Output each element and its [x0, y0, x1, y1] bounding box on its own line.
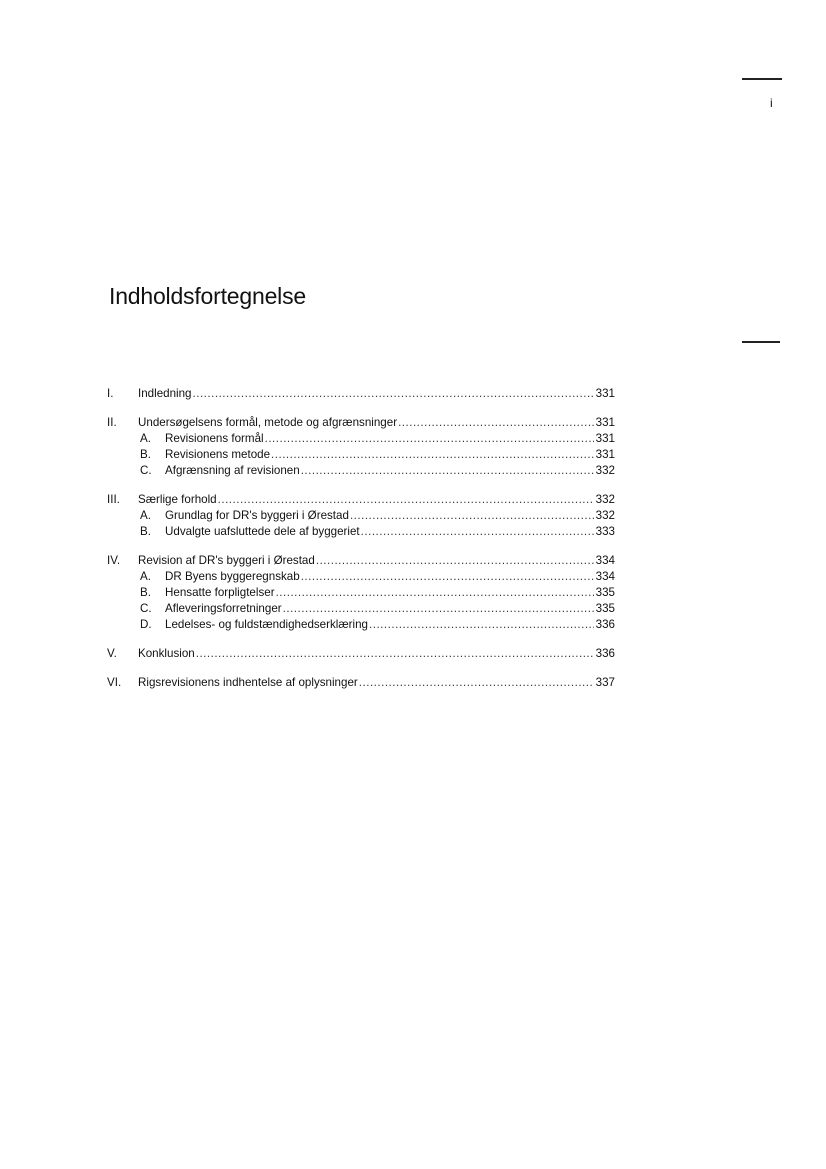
margin-mark-top	[742, 78, 782, 80]
toc-entry-label: Undersøgelsens formål, metode og afgrænsninger	[138, 416, 398, 429]
toc-entry-label: Særlige forhold	[138, 493, 217, 506]
toc-subentry-letter: B.	[140, 525, 151, 538]
toc-section-2	[107, 415, 615, 479]
toc-subentry-letter: C.	[140, 464, 152, 477]
dot-leader	[361, 524, 594, 540]
toc-subentry-page: 331	[595, 448, 615, 461]
toc-entry[interactable]	[107, 553, 615, 569]
dot-leader	[369, 617, 594, 633]
margin-mark-middle	[742, 341, 780, 343]
dot-leader	[283, 601, 594, 617]
toc-subentry-label: DR Byens byggeregnskab	[165, 570, 300, 583]
dot-leader	[193, 386, 594, 402]
toc-entry-page: 337	[595, 676, 615, 689]
toc-subentry[interactable]	[107, 431, 615, 447]
toc-subentry-label: Revisionens metode	[165, 448, 271, 461]
toc-entry-label: Konklusion	[138, 647, 195, 660]
toc-subentry-label: Udvalgte uafsluttede dele af byggeriet	[165, 525, 360, 538]
toc-subentry-label: Ledelses- og fuldstændighedserklæring	[165, 618, 369, 631]
toc-section-5	[107, 646, 615, 662]
dot-leader	[350, 508, 594, 524]
toc-entry-number: I.	[107, 387, 114, 400]
toc-subentry-page: 333	[595, 525, 615, 538]
toc-subentry-letter: B.	[140, 586, 151, 599]
toc-subentry-letter: A.	[140, 509, 151, 522]
toc-subentry-page: 331	[595, 432, 615, 445]
dot-leader	[196, 646, 594, 662]
toc-entry-page: 334	[595, 554, 615, 567]
toc-entry[interactable]	[107, 492, 615, 508]
toc-subentry-label: Revisionens formål	[165, 432, 264, 445]
dot-leader	[398, 415, 594, 431]
toc-entry-page: 331	[595, 416, 615, 429]
toc-entry-label: Revision af DR's byggeri i Ørestad	[138, 554, 315, 567]
toc-entry-page: 336	[595, 647, 615, 660]
dot-leader	[316, 553, 594, 569]
toc-subentry-page: 332	[595, 509, 615, 522]
toc-subentry-label: Afgrænsning af revisionen	[165, 464, 300, 477]
toc-subentry[interactable]	[107, 569, 615, 585]
toc-entry-label: Rigsrevisionens indhentelse af oplysninger	[138, 676, 358, 689]
toc-subentry[interactable]	[107, 463, 615, 479]
table-of-contents	[107, 386, 615, 704]
toc-subentry-page: 332	[595, 464, 615, 477]
toc-entry-label: Indledning	[138, 387, 192, 400]
toc-entry[interactable]	[107, 675, 615, 691]
toc-subentry-letter: B.	[140, 448, 151, 461]
toc-subentry-page: 336	[595, 618, 615, 631]
toc-subentry[interactable]	[107, 508, 615, 524]
toc-section-1	[107, 386, 615, 402]
toc-section-6	[107, 675, 615, 691]
toc-subentry-page: 335	[595, 602, 615, 615]
toc-subentry[interactable]	[107, 524, 615, 540]
toc-subentry[interactable]	[107, 585, 615, 601]
toc-entry-number: III.	[107, 493, 120, 506]
toc-entry-number: II.	[107, 416, 117, 429]
toc-entry[interactable]	[107, 415, 615, 431]
toc-subentry-label: Hensatte forpligtelser	[165, 586, 275, 599]
dot-leader	[265, 431, 594, 447]
toc-section-4	[107, 553, 615, 633]
toc-section-3	[107, 492, 615, 540]
toc-subentry-letter: D.	[140, 618, 152, 631]
toc-entry-number: V.	[107, 647, 117, 660]
toc-subentry-letter: C.	[140, 602, 152, 615]
dot-leader	[301, 463, 594, 479]
toc-subentry-page: 335	[595, 586, 615, 599]
dot-leader	[218, 492, 594, 508]
toc-entry[interactable]	[107, 646, 615, 662]
toc-subentry-letter: A.	[140, 570, 151, 583]
toc-entry[interactable]	[107, 386, 615, 402]
dot-leader	[276, 585, 594, 601]
toc-entry-page: 331	[595, 387, 615, 400]
toc-subentry[interactable]	[107, 617, 615, 633]
toc-entry-number: IV.	[107, 554, 121, 567]
toc-subentry[interactable]	[107, 601, 615, 617]
toc-entry-page: 332	[595, 493, 615, 506]
page-title: Indholdsfortegnelse	[109, 283, 306, 309]
toc-subentry-page: 334	[595, 570, 615, 583]
toc-subentry-label: Afleveringsforretninger	[165, 602, 282, 615]
toc-subentry-letter: A.	[140, 432, 151, 445]
dot-leader	[301, 569, 594, 585]
page-numeral: i	[770, 96, 773, 110]
toc-subentry-label: Grundlag for DR's byggeri i Ørestad	[165, 509, 349, 522]
dot-leader	[271, 447, 594, 463]
toc-entry-number: VI.	[107, 676, 122, 689]
dot-leader	[359, 675, 594, 691]
toc-subentry[interactable]	[107, 447, 615, 463]
